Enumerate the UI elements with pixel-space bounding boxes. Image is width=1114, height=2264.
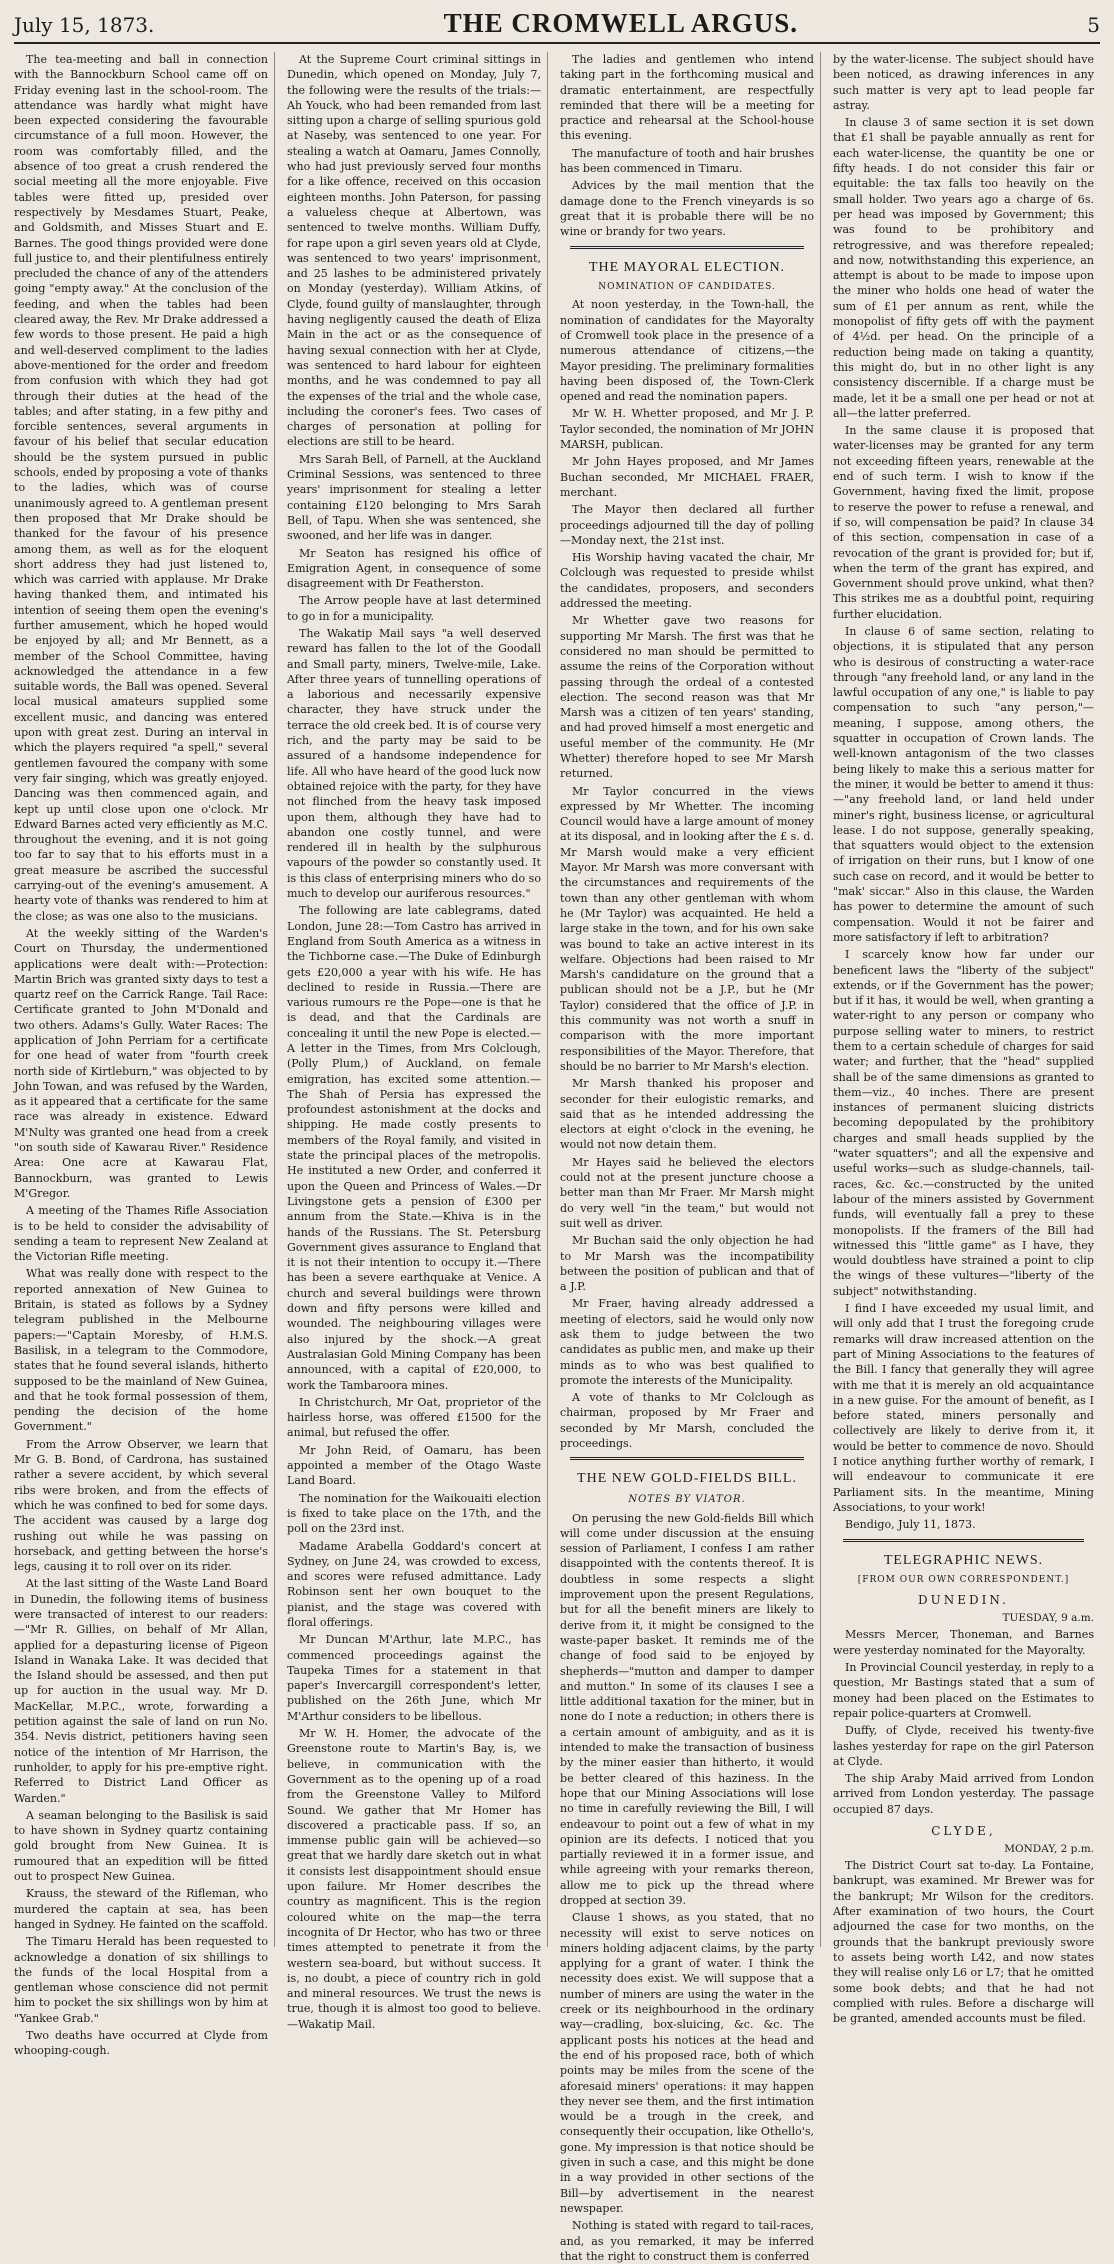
- article-paragraph: Mr W. H. Homer, the advocate of the Greenstone route to Martin's Bay, is, we believe, in communication with the Government as to the opening up of a road from the Greenstone Valley to Milford Sound. We gather that Mr Homer has discovered a practicable pass. If so, an immense public gain will be achieved—so great that we hardly dare sketch out in what it consists lest disappointment should ensue upon failure. Mr Homer describes the country as magnificent. This is the region coloured white on the map—the terra incognita of Dr Hector, who has two or three times attempted to penetrate it from the western sea-board, but without success. It is, no doubt, a piece of country rich in gold and mineral resources. We trust the news is true, though it is almost too good to believe.—Wakatip Mail.: [287, 1727, 541, 2031]
- article-paragraph: I scarcely know how far under our beneficent laws the "liberty of the subject" extends, or if the Government has the power; but if it has, it would be well, when granting a water-right to any person or company who purpose selling water to miners, to restrict them to a certain schedule of charges for said water; and further, that the "head" supplied shall be of the same dimensions as granted to them—viz., 40 inches. There are present instances of permanent sluicing districts becoming depopulated by the prohibitory charges and small heads supplied by the "water squatters"; and all the expensive and useful works—such as sludge-channels, tail-races, &c. &c.—constructed by the united labour of the miners assisted by Government funds, will eventually fall a prey to these monopolists. If the framers of the Bill had witnessed this "little game" as I have, they would doubtless have strained a point to clip the wings of these vultures—"liberty of the subject" notwithstanding.: [833, 948, 1094, 1298]
- goldfields-byline: NOTES BY VIATOR.: [628, 1493, 746, 1505]
- goldfields-bill-heading: THE NEW GOLD-FIELDS BILL.: [577, 1471, 797, 1487]
- article-paragraph: I find I have exceeded my usual limit, and will only add that I trust the foregoing crude remarks will draw increased attention on the part of Mining Associations to the features of the Bill. I fancy that generally they will agree with me that it is merely an old acquaintance in a new guise. For the amount of benefit, as I before stated, miners personally and collectively are likely to derive from it, it would be better to commence de novo. Should I notice anything further worthy of remark, I will endeavour to communicate it ere Parliament sits. In the meantime, Mining Associations, to your work!: [833, 1302, 1094, 1514]
- article-paragraph: The following are late cablegrams, dated London, June 28:—Tom Castro has arrived in England from South America as a witness in the Tichborne case.—The Duke of Edinburgh gets £20,000 a year with his wife. He has declined to reside in Russia.—There are various rumours re the Pope—one is that he is dead, and that the Cardinals are concealing it until the new Pope is elected.—A letter in the Times, from Mrs Colclough, (Polly Plum,) of Auckland, on female emigration, has excited some attention.—The Shah of Persia has expressed the profoundest astonishment at the docks and shipping. He made costly presents to members of the Royal family, and visited in state the principal places of the metropolis. He instituted a new Order, and conferred it upon the Queen and Princess of Wales.—Dr Livingstone gets a pension of £300 per annum from the State.—Khiva is in the hands of the Russians. The St. Petersburg Government gives assurance to England that it is not their intention to occupy it.—There has been a severe earthquake at Venice. A church and several buildings were thrown down and fifty persons were killed and wounded. The neighbouring villages were also injured by the shock.—A great Australasian Gold Mining Company has been announced, with a capital of £20,000, to work the Tambaroora mines.: [287, 904, 541, 1392]
- article-paragraph: Two deaths have occurred at Clyde from whooping-cough.: [14, 2029, 268, 2058]
- telegram-item: Duffy, of Clyde, received his twenty-five lashes yesterday for rape on the girl Paterson at Clyde.: [833, 1724, 1094, 1768]
- article-paragraph: A seaman belonging to the Basilisk is said to have shown in Sydney quartz containing gold brought from New Guinea. It is rumoured that an expedition will be fitted out to prospect New Guinea.: [14, 1808, 268, 1884]
- mayoral-election-heading: THE MAYORAL ELECTION.: [588, 259, 786, 275]
- article-paragraph: The Mayor then declared all further proceedings adjourned till the day of polling—Monday next, the 21st inst.: [560, 503, 814, 547]
- article-paragraph: Mr Marsh thanked his proposer and seconder for their eulogistic remarks, and said that as he intended addressing the electors at eight o'clock in the evening, he would not now detain them.: [560, 1077, 814, 1152]
- article-paragraph: At noon yesterday, in the Town-hall, the nomination of candidates for the Mayoralty of Cromwell took place in the presence of a numerous attendance of citizens,—the Mayor presiding. The preliminary formalities having been disposed of, the Town-Clerk opened and read the nomination papers.: [560, 298, 814, 404]
- telegram-item: In Provincial Council yesterday, in reply to a question, Mr Bastings stated that a sum of money had been placed on the Estimates to repair police-quarters at Cromwell.: [833, 1661, 1094, 1720]
- article-paragraph: Madame Arabella Goddard's concert at Sydney, on June 24, was crowded to excess, and scores were refused admittance. Lady Robinson sent her own bouquet to the pianist, and the stage was covered with floral offerings.: [287, 1539, 541, 1629]
- column-1: [14, 52, 275, 2058]
- article-paragraph: At the Supreme Court criminal sittings in Dunedin, which opened on Monday, July 7, the following were the results of the trials:—Ah Youck, who had been remanded from last sitting upon a charge of selling spurious gold at Naseby, was sentenced to one year. For stealing a watch at Oamaru, James Connolly, who had just previously served four months for a like offence, received on this occasion eighteen months. John Paterson, for passing a valueless cheque at Albertown, was sentenced to twelve months. William Duffy, for rape upon a girl seven years old at Clyde, was sentenced to two years' imprisonment, and 25 lashes to be administered privately on Monday (yesterday). William Atkins, of Clyde, found guilty of manslaughter, through having negligently caused the death of Eliza Main in the act or as the consequence of having sexual connection with her at Clyde, was sentenced to hard labour for eighteen months, and he was condemned to pay all the expenses of the trial and the whole case, including the coroner's fees. Two cases of charges of personation at polling for elections are still to be heard.: [287, 53, 541, 449]
- article-paragraph: At the last sitting of the Waste Land Board in Dunedin, the following items of business were transacted of interest to our readers:—"Mr R. Gillies, on behalf of Mr Allan, applied for a depasturing license of Pigeon Island in Wanaka Lake. It was decided that the Island should be assessed, and then put up for auction in the usual way. Mr D. MacKellar, M.P.C., wrote, forwarding a petition against the sale of land on run No. 354. Nevis district, petitioners having seen notice of the intention of Mr Harrison, the runholder, to apply for his pre-emptive right. Referred to District Land Officer as Warden.": [14, 1577, 268, 1805]
- article-paragraph: Mr Whetter gave two reasons for supporting Mr Marsh. The first was that he considered no man should be permitted to assume the reins of the Corporation without passing through the ordeal of a contested election. The second reason was that Mr Marsh was a citizen of ten years' standing, and had proved himself a most energetic and useful member of the community. He (Mr Whetter) therefore hoped to see Mr Marsh returned.: [560, 614, 814, 781]
- dateline-dunedin-time: TUESDAY, 9 a.m.: [1002, 1611, 1094, 1624]
- article-paragraph: In the same clause it is proposed that water-licenses may be granted for any term not exceeding fifteen years, renewable at the end of such term. I wish to know if the Government, having fixed the limit, propose to reserve the power to refuse a renewal, and if so, will compensation be paid? In clause 34 of this section, compensation in case of a revocation of the grant is provided for; but if, when the term of the grant has expired, and Government should prove unkind, what then? This strikes me as a doubtful point, requiring further elucidation.: [833, 424, 1094, 621]
- article-paragraph: Mr John Reid, of Oamaru, has been appointed a member of the Otago Waste Land Board.: [287, 1443, 541, 1488]
- article-paragraph: Mr W. H. Whetter proposed, and Mr J. P. Taylor seconded, the nomination of Mr JOHN MARSH, publican.: [560, 407, 814, 452]
- article-paragraph: The nomination for the Waikouaiti election is fixed to take place on the 17th, and the poll on the 23rd inst.: [287, 1491, 541, 1536]
- article-paragraph: The Wakatip Mail says "a well deserved reward has fallen to the lot of the Goodall and Small party, miners, Twelve-mile, Lake. After three years of tunnelling operations of a laborious and necessarily expensive character, they have struck under the terrace the old creek bed. It is of course very rich, and the party may be said to be assured of a handsome independence for life. All who have heard of the good luck now obtained rejoice with the party, for they have not flinched from the heavy task imposed upon them, although they have had to abandon one costly tunnel, and were rendered ill in health by the sulphurous vapours of the powder so constantly used. It is this class of enterprising miners who do so much to develop our auriferous resources.": [287, 626, 541, 901]
- dateline-dunedin: DUNEDIN.: [918, 1593, 1009, 1608]
- article-paragraph: The Timaru Herald has been requested to acknowledge a donation of six shillings to the funds of the local Hospital from a gentleman whose conscience did not permit him to pocket the six shillings won by him at "Yankee Grab.": [14, 1935, 268, 2025]
- mayoral-election-subheading: NOMINATION OF CANDIDATES.: [598, 281, 776, 292]
- page-number: 5: [1087, 13, 1100, 37]
- dateline-clyde-time: MONDAY, 2 p.m.: [1004, 1842, 1094, 1855]
- article-paragraph: What was really done with respect to the reported annexation of New Guinea to Britain, is stated as follows by a Sydney telegram published in the Melbourne papers:—"Captain Moresby, of H.M.S. Basilisk, in a telegram to the Commodore, states that he found several islands, hitherto supposed to be the mainland of New Guinea, and that he took formal possession of them, pending the decision of the home Government.": [14, 1267, 268, 1434]
- telegram-item: The District Court sat to-day. La Fontaine, bankrupt, was examined. Mr Brewer was for the bankrupt; Mr Wilson for the creditors. After examination of two hours, the Court adjourned the case for two months, on the grounds that the bankrupt previously swore to assets being worth L42, and now states they will realise only L6 or L7; that he omitted some book debts; and that he had not complied with rules. Before a discharge will be granted, amended accounts must be filed.: [833, 1859, 1094, 2026]
- article-paragraph: Krauss, the steward of the Rifleman, who murdered the captain at sea, has been hanged in Sydney. He fainted on the scaffold.: [14, 1887, 268, 1931]
- telegram-item: Messrs Mercer, Thoneman, and Barnes were yesterday nominated for the Mayoralty.: [833, 1628, 1094, 1657]
- article-paragraph: A vote of thanks to Mr Colclough as chairman, proposed by Mr Fraer and seconded by Mr Marsh, concluded the proceedings.: [560, 1391, 814, 1451]
- article-paragraph: At the weekly sitting of the Warden's Court on Thursday, the undermentioned applications were dealt with:—Protection: Martin Brich was granted sixty days to test a quartz reef on the Carrick Range. Tail Race: Certificate granted to John M'Donald and two others. Adams's Gully. Water Races: The application of John Perriam for a certificate for one head of water from "fourth creek north side of Kirtleburn," was objected to by John Towan, and was refused by the Warden, as it appeared that a certificate for the same race was already in existence. Edward M'Nulty was granted one head from a creek "on south side of Kawarau River." Residence Area: One acre at Kawarau Flat, Bannockburn, was granted to Lewis M'Gregor.: [14, 926, 268, 1200]
- article-paragraph: Mr Duncan M'Arthur, late M.P.C., has commenced proceedings against the Taupeka Times for a statement in that paper's Invercargill correspondent's letter, published on the 26th June, which Mr M'Arthur considers to be libellous.: [287, 1633, 541, 1723]
- article-paragraph: A meeting of the Thames Rifle Association is to be held to consider the advisability of sending a team to represent New Zealand at the Victorian Rifle meeting.: [14, 1204, 268, 1264]
- article-paragraph: Mr Buchan said the only objection he had to Mr Marsh was the incompatibility between the position of publican and that of a J.P.: [560, 1234, 814, 1294]
- article-paragraph: In Christchurch, Mr Oat, proprietor of the hairless horse, was offered £1500 for the animal, but refused the offer.: [287, 1395, 541, 1440]
- article-paragraph: The manufacture of tooth and hair brushes has been commenced in Timaru.: [560, 146, 814, 176]
- article-paragraph: Mr John Hayes proposed, and Mr James Buchan seconded, Mr MICHAEL FRAER, merchant.: [560, 455, 814, 499]
- article-paragraph: His Worship having vacated the chair, Mr Colclough was requested to preside whilst the candidates, proposers, and seconders addressed the meeting.: [560, 551, 814, 611]
- columns: [14, 52, 1100, 2263]
- section-divider: [843, 1539, 1084, 1542]
- article-paragraph: The tea-meeting and ball in connection with the Bannockburn School came off on Friday evening last in the school-room. The attendance was hardly what might have been expected considering the favourable circumstance of a full moon. However, the room was comfortably filled, and the absence of too great a crush rendered the social meeting all the more enjoyable. Five tables were fitted up, presided over respectively by Mesdames Stuart, Peake, and Goldsmith, and Misses Stuart and E. Barnes. The good things provided were done full justice to, and their plentifulness entirely precluded the chance of any of the attenders going "empty away." At the conclusion of the feeding, and when the tables had been cleared away, the Rev. Mr Drake addressed a few words to those present. He paid a high and well-deserved compliment to the ladies above-mentioned for the order and freedom from confusion with which they had got through their duties at the head of the tables; and after stating, in a few pithy and forcible sentences, several arguments in favour of his belief that secular education should be the system pursued in public schools, ended by proposing a vote of thanks to the ladies, which was of course unanimously agreed to. A gentleman present then proposed that Mr Drake should be thanked for the favour of his presence among them, as well as for the eloquent short address they had just listened to, which was carried with applause. Mr Drake having thanked them, and intimated his intention of seeing them open the evening's further amusement, which he hoped would be enjoyed by all; and Mr Bennett, as a member of the School Committee, having acknowledged the attendance in a few suitable words, the Ball was opened. Several local musical amateurs supplied some excellent music, and dancing was entered upon with great zest. During an interval in which the players required "a spell," several gentlemen favoured the company with some very fair singing, which was greatly enjoyed. Dancing was then commenced again, and kept up until close upon one o'clock. Mr Edward Barnes acted very efficiently as M.C. throughout the evening, and it is not going too far to say that to his efforts must in a great measure be ascribed the successful carrying-out of the evening's amusement. A hearty vote of thanks was rendered to him at the close; as was one also to the musicians.: [14, 53, 268, 923]
- article-paragraph: Clause 1 shows, as you stated, that no necessity will exist to serve notices on miners holding adjacent claims, by the party applying for a grant of water. I think the necessity does exist. We will suppose that a number of miners are using the water in the creek or its neighbourhood in the ordinary way—cradling, box-sluicing, &c. &c. The applicant posts his notices at the head and the end of his proposed race, both of which points may be miles from the scene of the aforesaid miners' operations: it may happen they never see them, and the first intimation would be a trough in the creek, and consequently their occupation, like Othello's, gone. My impression is that notice should be given in such a case, and this might be done in a way provided in other sections of the Bill—by advertisement in the nearest newspaper.: [560, 1911, 814, 2215]
- column-4: [833, 52, 1094, 2026]
- article-paragraph: Mr Taylor concurred in the views expressed by Mr Whetter. The incoming Council would have a large amount of money at its disposal, and in looking after the £ s. d. Mr Marsh would make a very efficient Mayor. Mr Marsh was more conversant with the circumstances and requirements of the town than any other gentleman with whom he (Mr Taylor) was acquainted. He held a large stake in the town, and for his own sake was bound to take an active interest in its welfare. Objections had been raised to Mr Marsh's candidature on the ground that a publican should not be a J.P., but he (Mr Taylor) considered that the office of J.P. in this community was not worth a snuff in comparison with the more important responsibilities of the Mayor. Therefore, that should be no barrier to Mr Marsh's election.: [560, 784, 814, 1073]
- telegraphic-subheading: [FROM OUR OWN CORRESPONDENT.]: [857, 1574, 1070, 1585]
- article-paragraph: Advices by the mail mention that the damage done to the French vineyards is so great that it is probable there will be no wine or brandy for two years.: [560, 179, 814, 239]
- column-3: [560, 52, 821, 2263]
- telegram-item: The ship Araby Maid arrived from London arrived from London yesterday. The passage occupied 87 days.: [833, 1772, 1094, 1816]
- article-paragraph: In clause 3 of same section it is set down that £1 shall be payable annually as rent for each water-license, the quantity be one or fifty heads. I do not consider this fair or equitable: the tax falls too heavily on the small holder. Two years ago a charge of 6s. per head was imposed by Government; this was found to be prohibitory and retrogressive, and was therefore repealed; and now, notwithstanding this experience, an attempt is about to be made to impose upon the miner who holds one head of water the sum of £1 per annum as rent, while the monopolist of fifty gets off with the payment of 4½d. per head. On the principle of a reduction being made on taking a quantity, this might do, but in no other light is any consistency discernible. If a charge must be made, let it be a small one per head or not at all—the latter preferred.: [833, 116, 1094, 420]
- section-divider: [570, 1457, 804, 1460]
- article-paragraph: In clause 6 of same section, relating to objections, it is stipulated that any person who is desirous of constructing a water-race through "any freehold land, or any land in the lawful occupation of any one," is liable to pay compensation to such "any person,"—meaning, I suppose, among others, the squatter in occupation of Crown lands. The well-known antagonism of the two classes being likely to make this a serious matter for the miner, it would be better to amend it thus:—"any freehold land, or land held under miner's right, business license, or agricultural lease. I do not suppose, generally speaking, that squatters would object to the extension of irrigation on their runs, but I know of one such case on record, and it would be better to "mak' siccar." Also in this clause, the Warden has power to determine the amount of such compensation. Would it not be fairer and more satisfactory if left to arbitration?: [833, 624, 1094, 944]
- article-paragraph: From the Arrow Observer, we learn that Mr G. B. Bond, of Cardrona, has sustained rather a severe accident, by which several ribs were broken, and from the effects of which he was confined to bed for some days. The accident was caused by a large dog rushing out while he was passing on horseback, and getting between the horse's legs, causing it to roll over on its rider.: [14, 1437, 268, 1574]
- article-paragraph: The ladies and gentlemen who intend taking part in the forthcoming musical and dramatic entertainment, are respectfully reminded that there will be a meeting for practice and rehearsal at the School-house this evening.: [560, 53, 814, 143]
- dateline-clyde: CLYDE,: [931, 1824, 996, 1839]
- article-paragraph: On perusing the new Gold-fields Bill which will come under discussion at the ensuing session of Parliament, I confess I am rather disappointed with the contents thereof. It is doubtless in some respects a slight improvement upon the present Regulations, but for all the benefit miners are likely to derive from it, it might be consigned to the waste-paper basket. It reminds me of the change of food said to be enjoyed by shepherds—"mutton and damper to damper and mutton." In some of its clauses I see a little additional taxation for the miner, but in none do I note a reduction; in others there is a certain amount of ambiguity, and as it is intended to make the transaction of business by the miner easier than hitherto, it would be better cleared of this haziness. In the hope that our Mining Associations will lose no time in carefully reviewing the Bill, I will endeavour to point out a few of what in my opinion are its defects. I noticed that you partially reviewed it in a former issue, and while agreeing with your remarks thereon, allow me to pick up the thread where dropped at section 39.: [560, 1511, 814, 1907]
- masthead: [14, 8, 1100, 44]
- signoff: Bendigo, July 11, 1873.: [845, 1518, 976, 1532]
- section-divider: [570, 246, 804, 249]
- article-paragraph: Mrs Sarah Bell, of Parnell, at the Auckland Criminal Sessions, was sentenced to three years' imprisonment for stealing a letter containing £120 belonging to Mrs Sarah Bell, of Tapu. When she was sentenced, she swooned, and her life was in danger.: [287, 452, 541, 543]
- newspaper-title: THE CROMWELL ARGUS.: [443, 8, 798, 38]
- column-2: [287, 52, 548, 2031]
- telegraphic-news-heading: TELEGRAPHIC NEWS.: [883, 1552, 1044, 1568]
- article-paragraph: Mr Hayes said he believed the electors could not at the present juncture choose a better man than Mr Fraer. Mr Marsh might do very well "in the team," but would not suit well as driver.: [560, 1155, 814, 1230]
- article-paragraph: Mr Fraer, having already addressed a meeting of electors, said he would only now ask them to judge between the two candidates as public men, and make up their minds as to who was best qualified to promote the interests of the Municipality.: [560, 1297, 814, 1387]
- article-paragraph: The Arrow people have at last determined to go in for a municipality.: [287, 594, 541, 623]
- article-paragraph: Nothing is stated with regard to tail-races, and, as you remarked, it may be inferred that the right to construct them is conferred: [560, 2219, 814, 2263]
- issue-date: July 15, 1873.: [14, 13, 155, 37]
- article-paragraph: Mr Seaton has resigned his office of Emigration Agent, in consequence of some disagreement with Dr Featherston.: [287, 546, 541, 591]
- article-paragraph: by the water-license. The subject should have been noticed, as drawing inferences in any such matter is very apt to lead people far astray.: [833, 53, 1094, 112]
